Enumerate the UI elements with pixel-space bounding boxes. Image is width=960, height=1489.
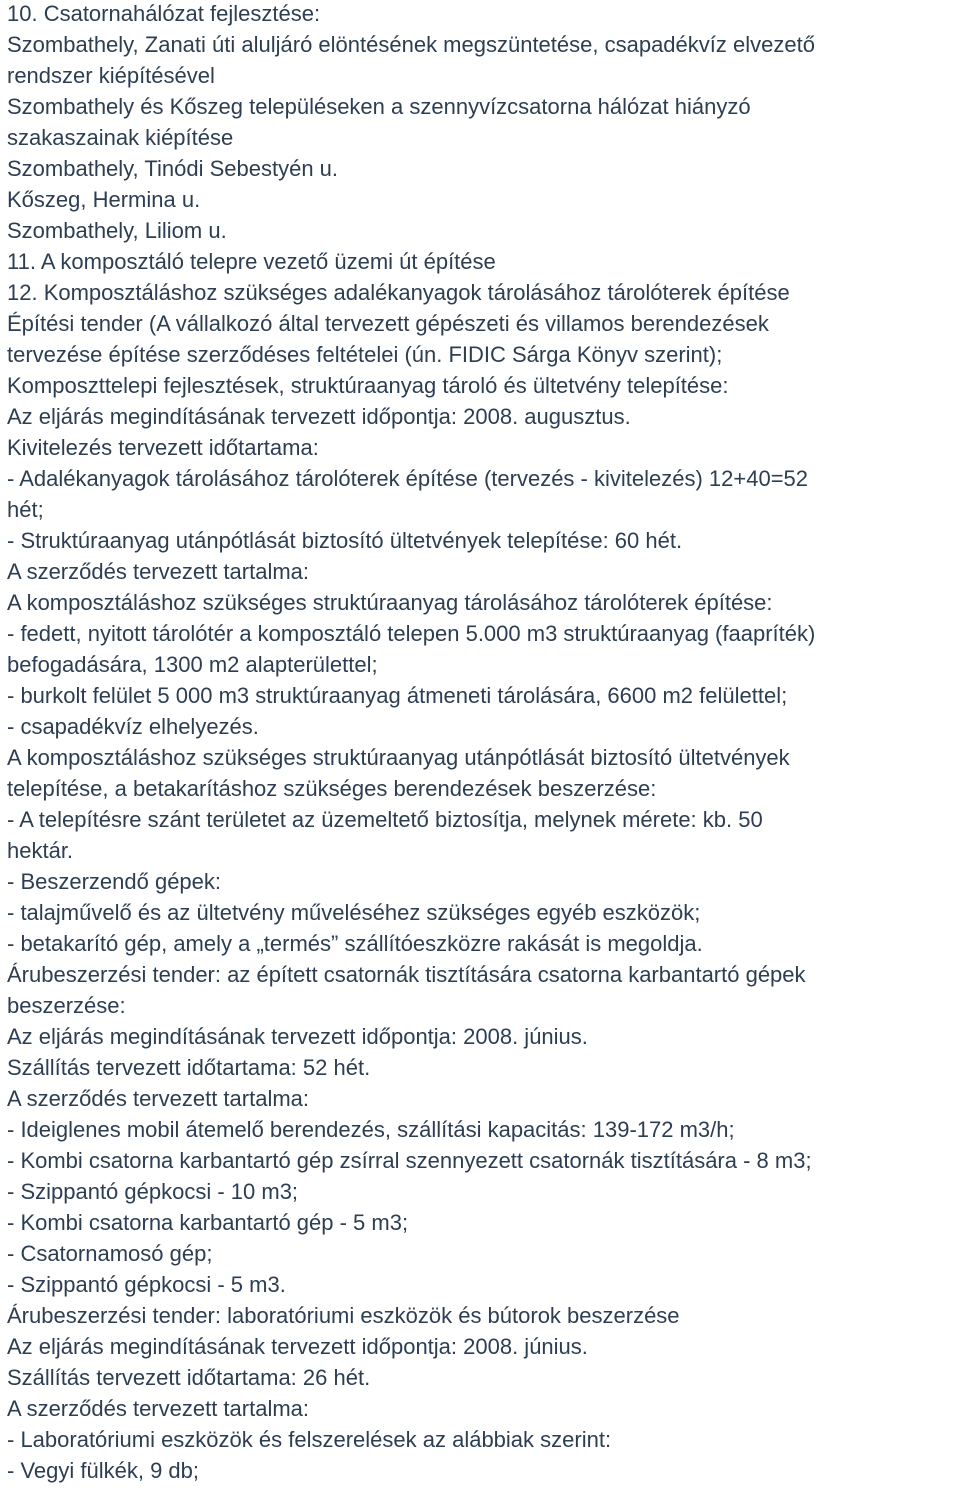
text-line: Komposzttelepi fejlesztések, struktúraanyag tároló és ültetvény telepítése:	[7, 373, 729, 398]
text-line: beszerzése:	[7, 993, 126, 1018]
text-line: 11. A komposztáló telepre vezető üzemi út építése	[7, 249, 496, 274]
text-line: - A telepítésre szánt területet az üzemeltető biztosítja, melynek mérete: kb. 50	[7, 807, 763, 832]
text-line: - betakarító gép, amely a „termés” szállítóeszközre rakását is megoldja.	[7, 931, 703, 956]
text-line: Szombathely, Zanati úti aluljáró elöntésének megszüntetése, csapadékvíz elvezető	[7, 32, 815, 57]
text-line: Szombathely, Tinódi Sebestyén u.	[7, 156, 339, 181]
text-line: - burkolt felület 5 000 m3 struktúraanyag átmeneti tárolására, 6600 m2 felülettel;	[7, 683, 788, 708]
text-line: Szállítás tervezett időtartama: 52 hét.	[7, 1055, 371, 1080]
text-line: A szerződés tervezett tartalma:	[7, 1086, 310, 1111]
text-line: Az eljárás megindításának tervezett időpontja: 2008. június.	[7, 1334, 588, 1359]
text-line: rendszer kiépítésével	[7, 63, 215, 88]
text-line: Árubeszerzési tender: az épített csatornák tisztítására csatorna karbantartó gépek	[7, 962, 806, 987]
text-line: - fedett, nyitott tárolótér a komposztáló telepen 5.000 m3 struktúraanyag (faapríték)	[7, 621, 816, 646]
text-line: szakaszainak kiépítése	[7, 125, 234, 150]
text-line: Kőszeg, Hermina u.	[7, 187, 201, 212]
text-line: - Adalékanyagok tárolásához tárolóterek építése (tervezés - kivitelezés) 12+40=52	[7, 466, 809, 491]
text-line: Építési tender (A vállalkozó által tervezett gépészeti és villamos berendezések	[7, 311, 769, 336]
text-line: Szombathely és Kőszeg településeken a szennyvízcsatorna hálózat hiányzó	[7, 94, 751, 119]
text-line: Szállítás tervezett időtartama: 26 hét.	[7, 1365, 371, 1390]
text-line: - talajművelő és az ültetvény műveléséhez szükséges egyéb eszközök;	[7, 900, 701, 925]
text-line: 10. Csatornahálózat fejlesztése:	[7, 1, 321, 26]
text-line: - Beszerzendő gépek:	[7, 869, 222, 894]
text-line: A komposztáláshoz szükséges struktúraanyag tárolásához tárolóterek építése:	[7, 590, 773, 615]
text-line: - Csatornamosó gép;	[7, 1241, 213, 1266]
text-line: Árubeszerzési tender: laboratóriumi eszközök és bútorok beszerzése	[7, 1303, 680, 1328]
text-line: hét;	[7, 497, 44, 522]
text-line: A komposztáláshoz szükséges struktúraanyag utánpótlását biztosító ültetvények	[7, 745, 790, 770]
text-line: befogadására, 1300 m2 alapterülettel;	[7, 652, 378, 677]
text-line: Az eljárás megindításának tervezett időpontja: 2008. június.	[7, 1024, 588, 1049]
text-line: - Szippantó gépkocsi - 5 m3.	[7, 1272, 286, 1297]
text-line: - csapadékvíz elhelyezés.	[7, 714, 259, 739]
text-line: - Szippantó gépkocsi - 10 m3;	[7, 1179, 299, 1204]
text-line: - Struktúraanyag utánpótlását biztosító ültetvények telepítése: 60 hét.	[7, 528, 683, 553]
text-line: Az eljárás megindításának tervezett időpontja: 2008. augusztus.	[7, 404, 631, 429]
text-line: Kivitelezés tervezett időtartama:	[7, 435, 319, 460]
text-line: - Kombi csatorna karbantartó gép zsírral szennyezett csatornák tisztítására - 8 m3;	[7, 1148, 812, 1173]
text-line: A szerződés tervezett tartalma:	[7, 1396, 310, 1421]
text-line: 12. Komposztáláshoz szükséges adalékanyagok tárolásához tárolóterek építése	[7, 280, 790, 305]
text-line: Szombathely, Liliom u.	[7, 218, 227, 243]
text-line: hektár.	[7, 838, 74, 863]
text-line: - Laboratóriumi eszközök és felszerelések az alábbiak szerint:	[7, 1427, 612, 1452]
text-line: A szerződés tervezett tartalma:	[7, 559, 310, 584]
text-line: - Vegyi fülkék, 9 db;	[7, 1458, 199, 1483]
text-line: telepítése, a betakarításhoz szükséges berendezések beszerzése:	[7, 776, 657, 801]
text-line: - Kombi csatorna karbantartó gép - 5 m3;	[7, 1210, 409, 1235]
text-line: - Ideiglenes mobil átemelő berendezés, szállítási kapacitás: 139-172 m3/h;	[7, 1117, 735, 1142]
text-line: tervezése építése szerződéses feltételei (ún. FIDIC Sárga Könyv szerint);	[7, 342, 723, 367]
